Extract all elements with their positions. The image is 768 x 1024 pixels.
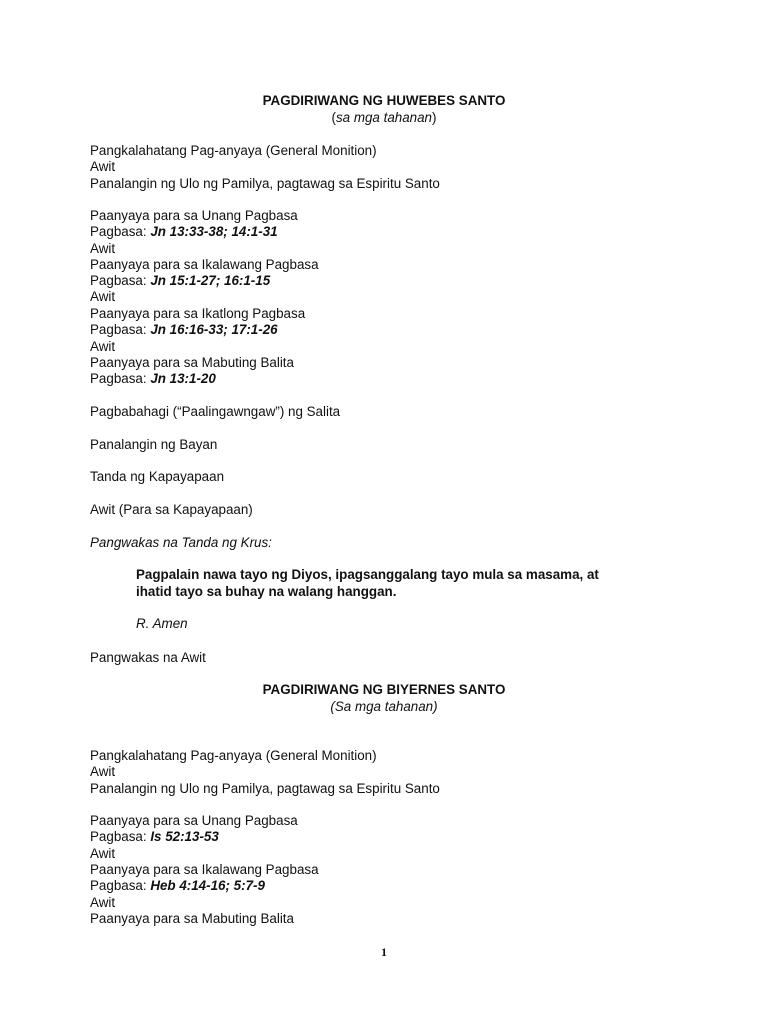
reading-invite-1: Paanyaya para sa Unang Pagbasa bbox=[90, 208, 298, 223]
awit-1: Awit bbox=[90, 846, 116, 861]
section2-subtitle: (Sa mga tahanan) bbox=[330, 699, 438, 714]
intro-awit: Awit bbox=[90, 764, 116, 779]
reading-ref: Jn 13:33-38; 14:1-31 bbox=[150, 224, 278, 239]
reading-1 bbox=[90, 224, 278, 240]
pagbabahagi: Pagbabahagi (“Paalingawngaw”) ng Salita bbox=[90, 404, 341, 419]
pagbasa-label: Pagbasa: bbox=[90, 371, 151, 386]
panalangin-bayan: Panalangin ng Bayan bbox=[90, 437, 218, 452]
pagbasa-label: Pagbasa: bbox=[90, 273, 151, 288]
pagbasa-label: Pagbasa: bbox=[90, 829, 151, 844]
blessing-line-2: ihatid tayo sa buhay na walang hanggan. bbox=[136, 584, 397, 599]
reading-invite-3: Paanyaya para sa Mabuting Balita bbox=[90, 911, 294, 926]
section2-title: PAGDIRIWANG NG BIYERNES SANTO bbox=[262, 682, 506, 697]
reading-2 bbox=[90, 878, 265, 894]
awit-2: Awit bbox=[90, 895, 116, 910]
tanda-kapayapaan: Tanda ng Kapayapaan bbox=[90, 469, 225, 484]
reading-3 bbox=[90, 322, 278, 338]
awit-3: Awit bbox=[90, 339, 116, 354]
pangwakas-tanda: Pangwakas na Tanda ng Krus: bbox=[90, 535, 272, 550]
reading-ref: Jn 13:1-20 bbox=[150, 371, 216, 386]
awit-1: Awit bbox=[90, 241, 116, 256]
reading-invite-4: Paanyaya para sa Mabuting Balita bbox=[90, 355, 294, 370]
paren-open: ( bbox=[331, 110, 336, 125]
page-number: 1 bbox=[381, 945, 387, 959]
pagbasa-label: Pagbasa: bbox=[90, 322, 151, 337]
reading-ref: Jn 16:16-33; 17:1-26 bbox=[150, 322, 278, 337]
reading-1 bbox=[90, 829, 219, 845]
reading-4 bbox=[90, 371, 216, 387]
subtitle-text: sa mga tahanan bbox=[335, 110, 433, 125]
intro-prayer: Panalangin ng Ulo ng Pamilya, pagtawag sa Espiritu Santo bbox=[90, 176, 440, 191]
reading-invite-2: Paanyaya para sa Ikalawang Pagbasa bbox=[90, 862, 319, 877]
section1-title: PAGDIRIWANG NG HUWEBES SANTO bbox=[262, 93, 506, 108]
intro-monition: Pangkalahatang Pag-anyaya (General Monition) bbox=[90, 143, 377, 158]
reading-ref: Heb 4:14-16; 5:7-9 bbox=[150, 878, 265, 893]
intro-awit: Awit bbox=[90, 159, 116, 174]
response-amen: R. Amen bbox=[136, 616, 188, 631]
pangwakas-awit: Pangwakas na Awit bbox=[90, 650, 206, 665]
awit-kapayapaan: Awit (Para sa Kapayapaan) bbox=[90, 502, 253, 517]
reading-ref: Jn 15:1-27; 16:1-15 bbox=[150, 273, 271, 288]
intro-monition: Pangkalahatang Pag-anyaya (General Monition) bbox=[90, 748, 377, 763]
reading-ref: Is 52:13-53 bbox=[150, 829, 219, 844]
reading-invite-1: Paanyaya para sa Unang Pagbasa bbox=[90, 813, 298, 828]
pagbasa-label: Pagbasa: bbox=[90, 878, 151, 893]
pagbasa-label: Pagbasa: bbox=[90, 224, 151, 239]
awit-2: Awit bbox=[90, 289, 116, 304]
section1-subtitle bbox=[0, 110, 768, 126]
reading-invite-3: Paanyaya para sa Ikatlong Pagbasa bbox=[90, 306, 306, 321]
blessing-line-1: Pagpalain nawa tayo ng Diyos, ipagsanggalang tayo mula sa masama, at bbox=[136, 567, 599, 582]
reading-invite-2: Paanyaya para sa Ikalawang Pagbasa bbox=[90, 257, 319, 272]
reading-2 bbox=[90, 273, 270, 289]
paren-close: ) bbox=[432, 110, 437, 125]
intro-prayer: Panalangin ng Ulo ng Pamilya, pagtawag sa Espiritu Santo bbox=[90, 781, 440, 796]
